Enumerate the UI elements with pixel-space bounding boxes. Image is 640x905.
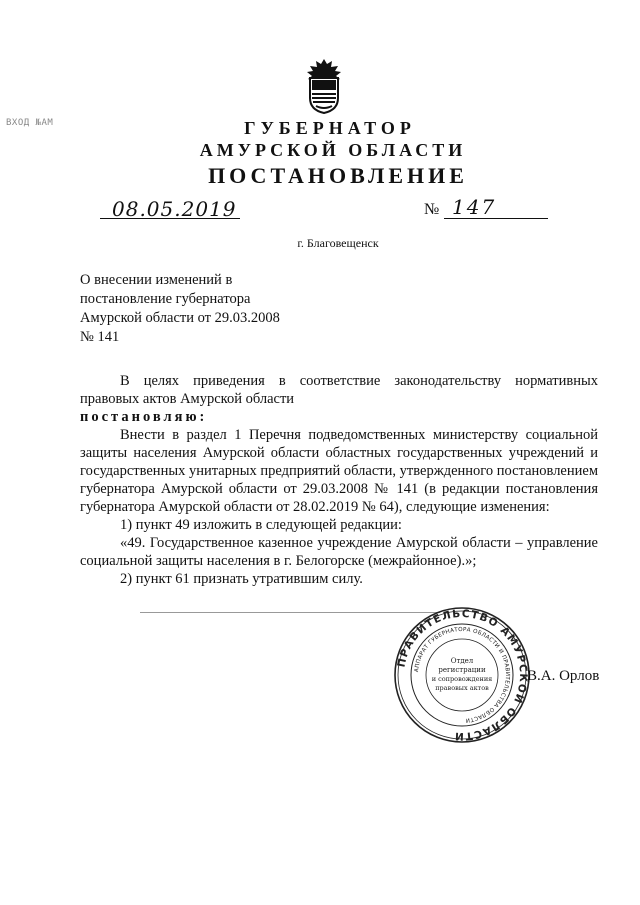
subject-line: постановление губернатора — [80, 291, 251, 307]
header-title-region: АМУРСКОЙ ОБЛАСТИ — [199, 140, 467, 160]
signer-name: В.А. Орлов — [527, 668, 600, 684]
document-number: 147 — [452, 195, 497, 219]
main-paragraph: Внести в раздел 1 Перечня подведомственных министерству социальной защиты населения Амурской области областных государственных учреждений и государственных унитарных предприятий области, утвержденного постановлением губернатора Амурской области от 29.03.2008 № 141 (в редакции постановления губернатора Амурской области от 28.02.2019 № 64), следующие изменения: — [80, 427, 598, 515]
document-subject — [80, 271, 280, 347]
city-name: г. Благовещенск — [297, 236, 379, 250]
date-underline — [100, 218, 240, 219]
document-date: 08.05.2019 — [112, 197, 237, 221]
official-seal-stamp — [392, 605, 532, 745]
item-2: 2) пункт 61 признать утратившим силу. — [120, 571, 363, 587]
number-underline — [444, 218, 548, 219]
item-1-quote: «49. Государственное казенное учреждение Амурской области – управление социальной защиты населения в г. Белогорске (межрайонное).»; — [80, 535, 598, 569]
decree-word: постановляю: — [80, 409, 208, 425]
seal-center-line: правовых актов — [435, 684, 489, 692]
document-body — [80, 372, 598, 588]
seal-outer-text: ПРАВИТЕЛЬСТВО АМУРСКОЙ ОБЛАСТИ — [395, 607, 530, 743]
subject-line: Амурской области от 29.03.2008 — [80, 310, 280, 326]
seal-center-line: Отдел — [450, 657, 474, 665]
subject-line: № 141 — [80, 329, 120, 345]
seal-inner-text: АППАРАТ ГУБЕРНАТОРА ОБЛАСТИ И ПРАВИТЕЛЬСТВА ОБЛАСТИ — [414, 626, 511, 723]
preamble-paragraph: В целях приведения в соответствие законодательству нормативных правовых актов Амурской области — [80, 373, 598, 407]
document-type-title: ПОСТАНОВЛЕНИЕ — [208, 163, 468, 188]
item-1: 1) пункт 49 изложить в следующей редакции: — [120, 517, 402, 533]
scan-registration-mark: ВХОД №АМ — [6, 118, 54, 128]
subject-line: О внесении изменений в — [80, 272, 233, 288]
header-title-governor: ГУБЕРНАТОР — [244, 118, 416, 138]
coat-of-arms-emblem — [302, 58, 346, 114]
document-number-label: № — [424, 201, 440, 218]
seal-center-line: регистрации — [438, 666, 486, 674]
seal-center-line: и сопровождения — [431, 675, 493, 683]
